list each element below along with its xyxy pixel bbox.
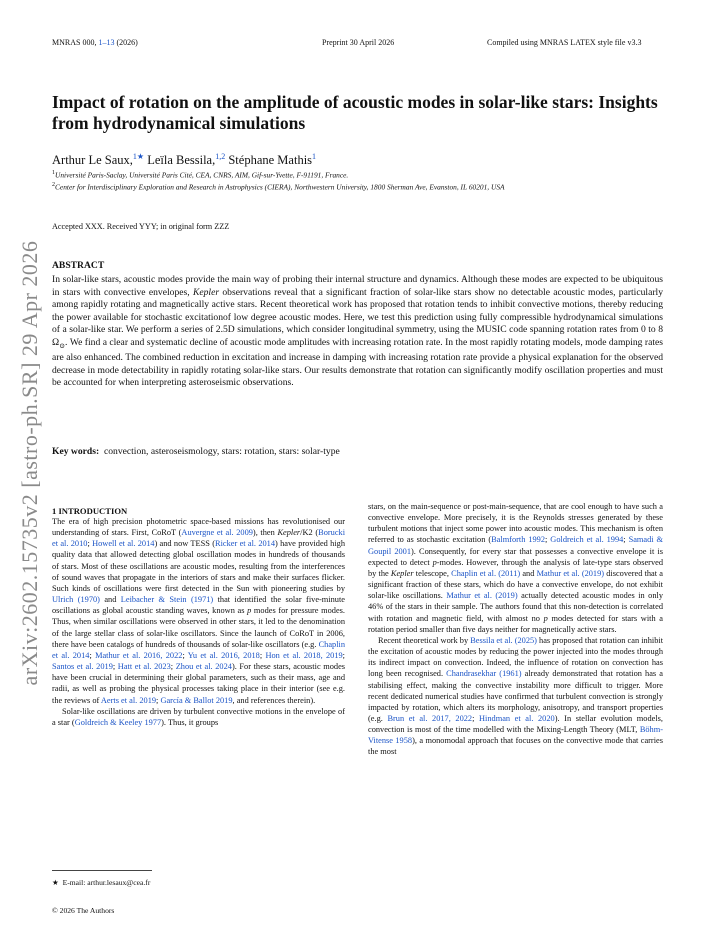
citation-link[interactable]: Mathur et al. (2019)	[446, 591, 518, 601]
running-header-journal: MNRAS 000, 1–13 (2026)	[52, 38, 138, 47]
citation-link[interactable]: Mathur et al. (2019)	[536, 568, 605, 578]
citation-link[interactable]: Ulrich (1970)	[52, 595, 100, 605]
citation-link[interactable]: Leibacher & Stein (1971)	[120, 595, 214, 605]
citation-link[interactable]: Hatt et al. 2023	[117, 662, 171, 672]
citation-link[interactable]: Böhm-Vitense 1958	[368, 725, 663, 746]
arxiv-stamp: arXiv:2602.15735v2 [astro-ph.SR] 29 Apr 2026	[17, 240, 42, 686]
paragraph-4: Recent theoretical work by Bessila et al. (2025) has proposed that rotation can inhibit the excitation of acoustic modes by reducing the power injected into the modes through its indirect impact on convection. Indeed, the influence of rotation on convection has long been recognised. Chandrasekhar (1961) already demonstrated that rotation has a stabilising effect, making the convective instability more difficult to trigger. More recent dedicated numerical studies have confirmed that turbulent convection is strongly impacted by rotation, which alters its morphology, anisotropy, and transport properties (e.g. Brun et al. 2017, 2022; Hindman et al. 2020). In stellar evolution models, convection is most of the time modelled with the Mixing-Length Theory (MLT, Böhm-Vitense 1958), a monomodal approach that focuses on the convective mode that carries the most	[368, 635, 664, 757]
citation-link[interactable]: Borucki et al. 2010	[52, 528, 346, 549]
running-header-preprint: Preprint 30 April 2026	[322, 38, 395, 47]
citation-link[interactable]: Brun et al. 2017, 2022	[387, 713, 473, 723]
affiliation-2: $^2$Center for Interdisciplinary Exploration and Research in Astrophysics (CIERA), Northwestern University, 1800 Sherman Ave, Evanston, IL 60201, USA	[52, 182, 505, 192]
paragraph-2: Solar-like oscillations are driven by turbulent convective motions in the envelope of a star (Goldreich & Keeley 1977). Thus, it groups	[52, 706, 345, 727]
keywords: Key words: convection, asteroseismology, stars: rotation, stars: solar-type	[52, 446, 340, 457]
citation-link[interactable]: Hon et al. 2018, 2019	[265, 650, 343, 660]
citation-link[interactable]: Yu et al. 2016, 2018	[187, 650, 260, 660]
author-list: Arthur Le Saux,$^{1★}$ Leïla Bessila,$^{1,2}$ Stéphane Mathis$^1$	[52, 152, 317, 168]
citation-link[interactable]: Auvergne et al. 2009	[181, 528, 253, 538]
affiliation-1: $^1$Université Paris-Saclay, Université Paris Cité, CEA, CNRS, AIM, Gif-sur-Yvette, F-91191, France.	[52, 170, 349, 180]
accepted-line: Accepted XXX. Received YYY; in original form ZZZ	[52, 222, 230, 231]
citation-link[interactable]: Chaplin et al. (2011)	[451, 568, 521, 578]
running-header-compiled: Compiled using MNRAS LATEX style file v3.3	[487, 38, 642, 47]
paragraph-1: The era of high precision photometric space-based missions has revolutionised our understanding of stars. First, CoRoT (Auvergne et al. 2009), then Kepler/K2 (Borucki et al. 2010; Howell et al. 2014) and now TESS (Ricker et al. 2014) have provided high quality data that allowed detecting global oscillation modes in hundreds of thousands of stars. Most of these oscillations are acoustic modes, resulting from the interferences of sound waves that propagate in the interiors of stars and make their surfaces flicker. Such kinds of oscillations were first detected in the Sun with pioneering studies by Ulrich (1970) and Leibacher & Stein (1971) that identified the solar five-minute oscillations as global acoustic standing waves, known as p modes for pressure modes. Thus, when similar oscillations were observed in other stars, it led to the denomination of the large stellar class of solar-like oscillators. Since the launch of CoRoT in 2006, there have been catalogs of hundreds of thousands of solar-like oscillators (e.g. Chaplin et al. 2014; Mathur et al. 2016, 2022; Yu et al. 2016, 2018; Hon et al. 2018, 2019; Santos et al. 2019; Hatt et al. 2023; Zhou et al. 2024). For these stars, acoustic modes have been crucial in determining their global parameters, such as their mass, age and radii, as well as probing the physical processes taking place in their interior (see e.g. the reviews of Aerts et al. 2019; García & Ballot 2019, and references therein).	[52, 517, 346, 705]
copyright-line: © 2026 The Authors	[52, 906, 115, 915]
author2-affiliation-link[interactable]: 1,2	[215, 152, 226, 161]
citation-link[interactable]: Zhou et al. 2024	[175, 662, 232, 672]
footnote-rule	[52, 870, 152, 871]
paper-title: Impact of rotation on the amplitude of acoustic modes in solar-like stars: Insights from hydrodynamical simulations	[52, 92, 658, 133]
citation-link[interactable]: Ricker et al. 2014	[215, 539, 276, 549]
citation-link[interactable]: Samadi & Goupil 2001	[368, 535, 664, 556]
citation-link[interactable]: Howell et al. 2014	[92, 539, 155, 549]
author3-affiliation-link[interactable]: 1	[312, 152, 317, 161]
citation-link[interactable]: Chaplin et al. 2014	[52, 639, 345, 660]
body-column-right	[368, 501, 663, 758]
citation-link[interactable]: Goldreich & Keeley 1977	[74, 717, 162, 727]
citation-link[interactable]: Goldreich et al. 1994	[550, 535, 624, 545]
paragraph-3: stars, on the main-sequence or post-main-sequence, that are cool enough to have such a convective envelope. More precisely, it is the Reynolds stresses generated by these turbulent motions that inject some power into acoustic modes. This mechanism is often referred to as stochastic excitation (Balmforth 1992; Goldreich et al. 1994; Samadi & Goupil 2001). Consequently, for every star that possesses a convective envelope it is expected to detect p-modes. However, through the analysis of late-type stars observed by the Kepler telescope, Chaplin et al. (2011) and Mathur et al. (2019) discovered that a significant fraction of these stars, which do have a convective envelope, do not exhibit solar-like oscillations. Mathur et al. (2019) actually detected acoustic modes in only 46% of the stars in their sample. The authors found that this non-detection is correlated with rotation and magnetic field, with almost no p modes detected for stars with a rotation period smaller than five days neither for magnetically active stars.	[368, 502, 664, 634]
citation-link[interactable]: Aerts et al. 2019	[100, 695, 157, 705]
citation-link[interactable]: Mathur et al. 2016, 2022	[95, 650, 183, 660]
citation-link[interactable]: García & Ballot 2019	[160, 695, 233, 705]
citation-link[interactable]: Santos et al. 2019	[52, 662, 113, 672]
section-heading-introduction: 1 INTRODUCTION	[52, 506, 128, 516]
citation-link[interactable]: Balmforth 1992	[491, 535, 546, 545]
citation-link[interactable]: Hindman et al. 2020	[479, 713, 555, 723]
citation-link[interactable]: Bessila et al. (2025)	[470, 635, 537, 645]
citation-link[interactable]: Chandrasekhar (1961)	[446, 669, 522, 679]
footnote-email: ★ E-mail: arthur.lesaux@cea.fr	[52, 878, 150, 887]
body-column-left	[52, 516, 345, 728]
abstract-text: In solar-like stars, acoustic modes provide the main way of probing their internal structure and dynamics. Although these modes are expected to be ubiquitous in stars with convective envelopes, Kepler observations reveal that a significant fraction of solar-like stars show no detectable acoustic modes, particularly among rapidly rotating and magnetically active stars. Recent theoretical work has proposed that rotation tends to inhibit convective motions, thereby reducing the power available for stochastic excitationof low degree acoustic modes. Here, we test this prediction using fully compressible hydrodynamical simulations of a solar-like star. We perform a series of 2.5D simulations, which consider longitudinal symmetry, using the MUSIC code spanning rotation rates from 0 to 8 $\Omega_⊙$. We find a clear and systematic decline of acoustic mode amplitudes with increasing rotation rate. In the most rapidly rotating models, mode damping rates are also enhanced. The combined reduction in excitation and increase in damping with increasing rotation rate provide a physical explanation for the observed decrease in mode detectability in rapidly rotating solar-like stars. Our results demonstrate that rotation can significantly modify oscillation properties and must be accounted for when interpreting asteroseismic observations.	[52, 274, 663, 389]
author1-affiliation-link[interactable]: 1★	[132, 152, 145, 161]
abstract-heading: ABSTRACT	[52, 260, 105, 271]
pages-link[interactable]: 1–13	[98, 38, 115, 47]
